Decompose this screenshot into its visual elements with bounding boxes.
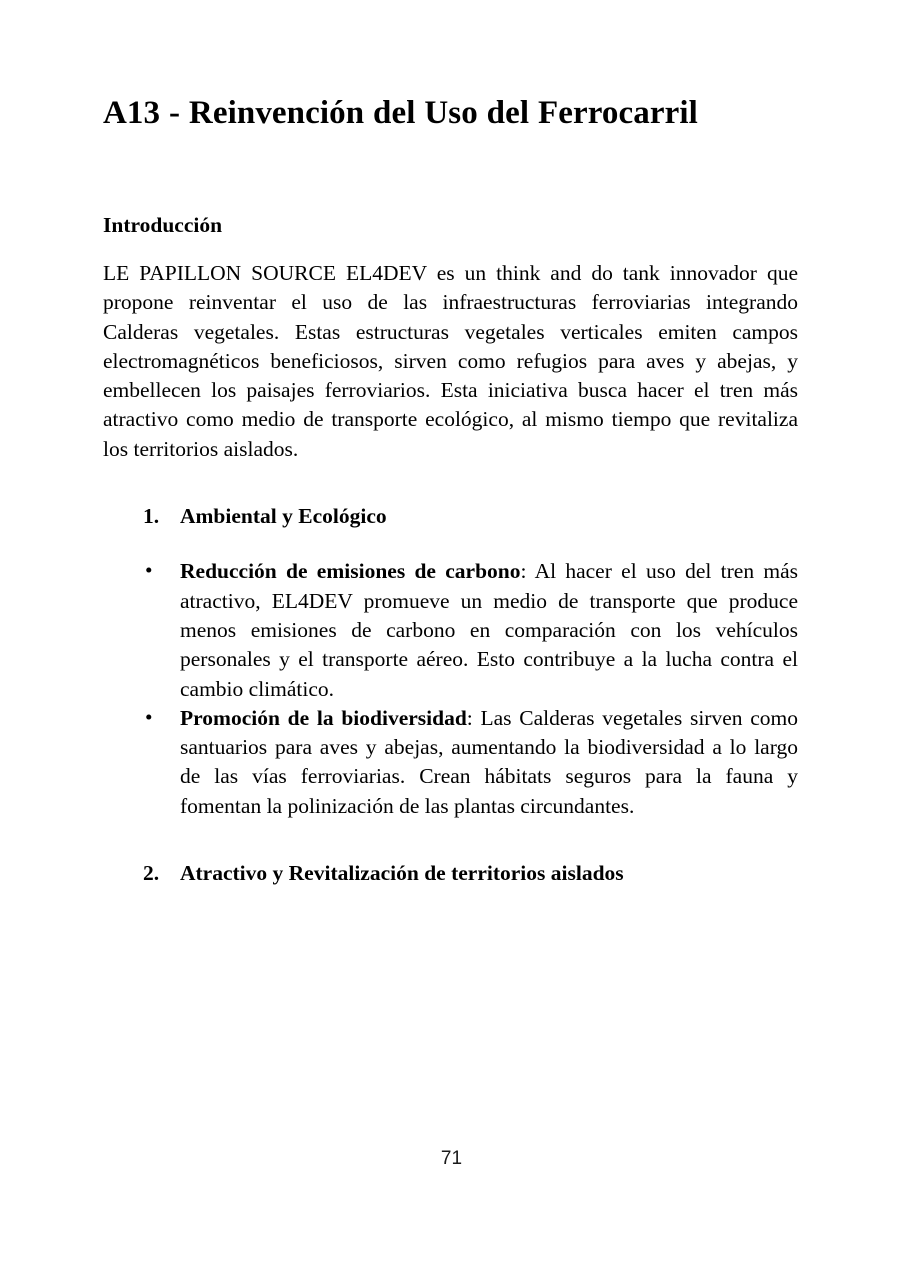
numbered-list [103, 502, 798, 531]
page-content [103, 0, 798, 888]
numbered-list-continued [103, 859, 798, 888]
numbered-list-item [103, 859, 798, 888]
bullet-body-text: : Las Calderas vegetales sirven como santuarios para aves y abejas, aumentando la biodiversidad a lo largo de las vías ferroviarias. Crean hábitats seguros para la fauna y fomentan la polinización de las plantas circundantes. [180, 705, 798, 818]
section-heading-introduccion: Introducción [103, 213, 223, 237]
numbered-list-item-label: Atractivo y Revitalización de territorios aislados [180, 861, 624, 886]
numbered-list-item [103, 502, 798, 531]
bullet-body-text: : Al hacer el uso del tren más atractivo, EL4DEV promueve un medio de transporte que produce menos emisiones de carbono en comparación con los vehículos personales y el transporte aéreo. Esto contribuye a la lucha contra el cambio climático. [180, 559, 798, 701]
bullet-lead-in: Reducción de emisiones de carbono [180, 559, 521, 584]
bullet-marker-icon: • [145, 558, 153, 583]
page-title: A13 - Reinvención del Uso del Ferrocarril [103, 95, 698, 131]
bullet-list-item [103, 704, 798, 821]
intro-paragraph: LE PAPILLON SOURCE EL4DEV es un think and do tank innovador que propone reinventar el uso de las infraestructuras ferroviarias integrando Calderas vegetales. Estas estructuras vegetales verticales emiten campos electromagnéticos beneficiosos, sirven como refugios para aves y abejas, y embellecen los paisajes ferroviarios. Esta iniciativa busca hacer el tren más atractivo como medio de transporte ecológico, al mismo tiempo que revitaliza los territorios aislados. [103, 261, 798, 461]
numbered-list-item-label: Ambiental y Ecológico [180, 504, 387, 529]
bullet-list [103, 557, 798, 821]
bullet-lead-in: Promoción de la biodiversidad [180, 705, 467, 730]
bullet-marker-icon: • [145, 704, 153, 729]
list-marker: 1. [143, 504, 160, 529]
bullet-list-item [103, 557, 798, 703]
list-marker: 2. [143, 861, 160, 886]
page-number: 71 [440, 1148, 463, 1169]
